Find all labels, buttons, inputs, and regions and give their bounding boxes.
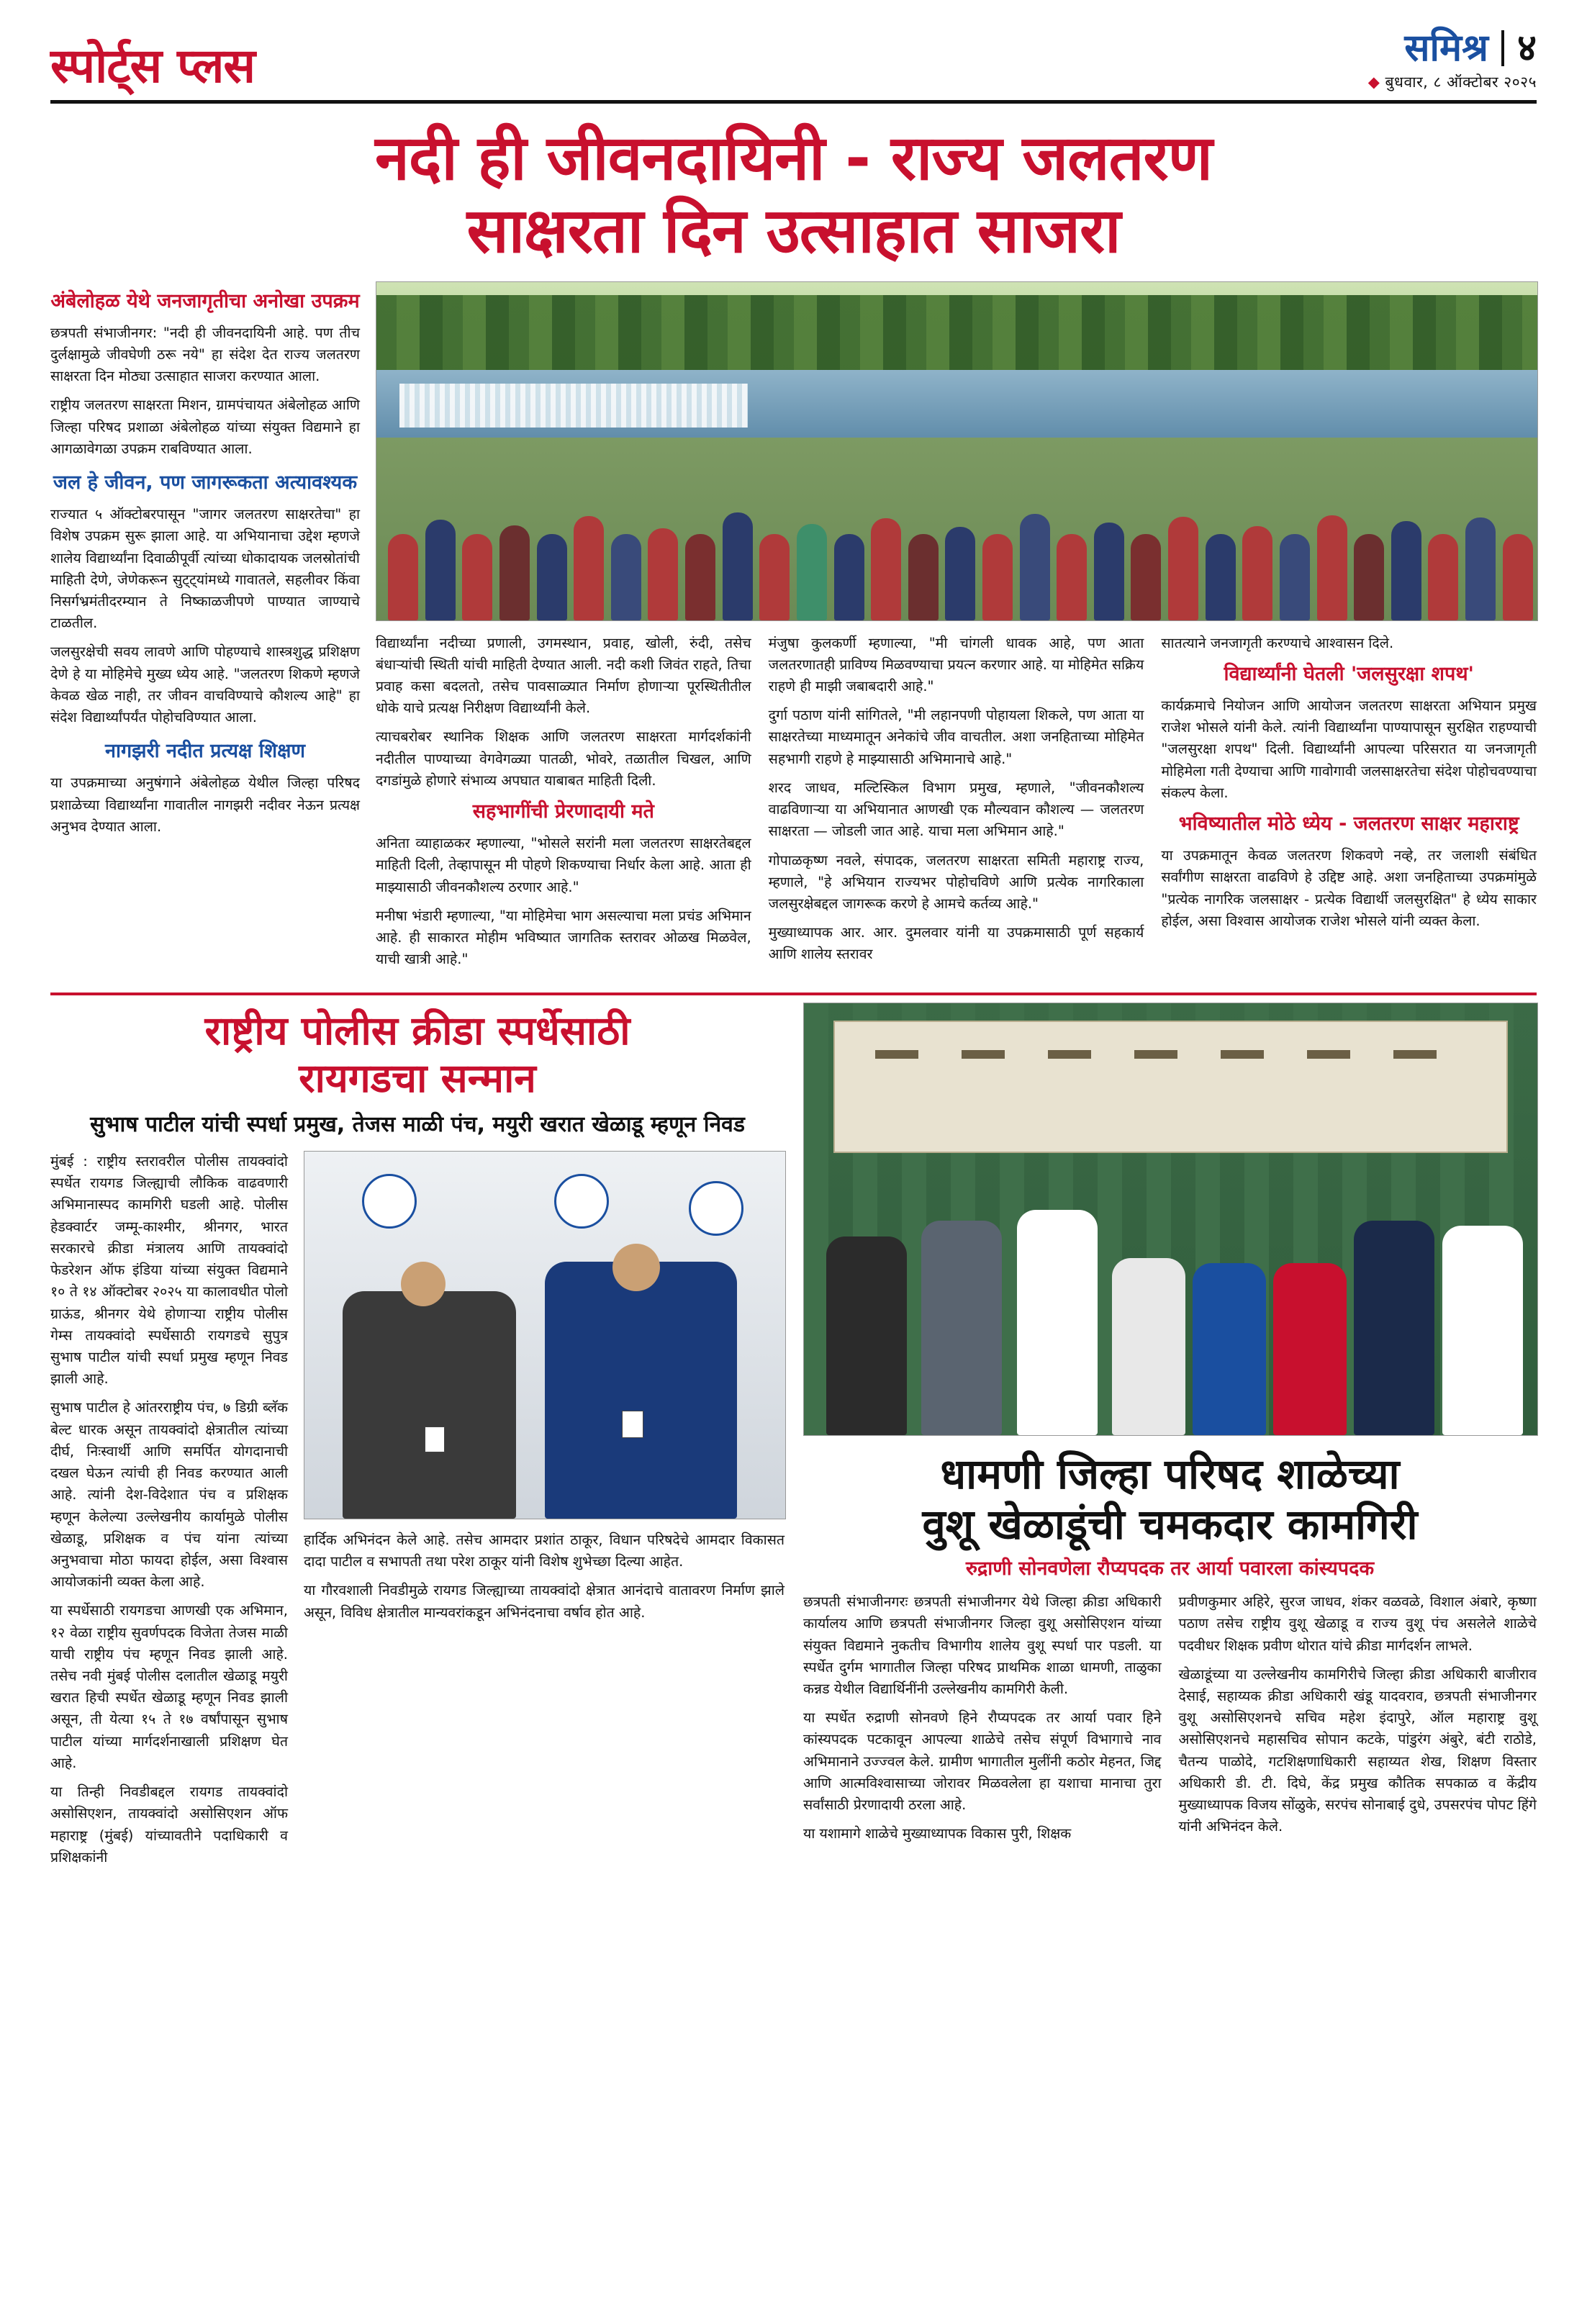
olympic-rings-icon: [689, 1181, 743, 1236]
story-police-headline-line1: राष्ट्रीय पोलीस क्रीडा स्पर्धेसाठी: [204, 1007, 630, 1054]
brand-divider: [1501, 30, 1504, 66]
paragraph: विद्यार्थ्यांना नदीच्या प्रणाली, उगमस्थान, प्रवाह, खोली, रुंदी, तसेच बंधाऱ्यांची स्थिती यांची माहिती देण्यात आली. नदी कशी जिवंत राहते, तिचा प्रवाह कसा बदलतो, तसेच पावसाळ्यात निर्माण होणाऱ्या पूरस्थितीतील धोके याचे प्रत्यक्ष निरीक्षण विद्यार्थ्यांनी केले.: [376, 634, 751, 717]
story-police-columns: [50, 1151, 785, 1876]
story-main-col4c-text: [1161, 845, 1537, 932]
photo-police-officials: [304, 1151, 786, 1519]
badge-01: [622, 1411, 643, 1438]
story-main-subhead-4: विद्यार्थ्यांनी घेतली 'जलसुरक्षा शपथ': [1224, 662, 1474, 685]
paragraph: दुर्गा पठाण यांनी सांगितले, "मी लहानपणी पोहायला शिकले, पण आता या साक्षरतेच्या माध्यमातून अनेकांचे जीव वाचतील. अशा जनहिताच्या मोहिमेत सहभागी राहणे हे माझ्यासाठी अभिमानाचे आहे.": [768, 707, 1144, 767]
photo-people-row: [804, 1167, 1537, 1435]
india-logo-icon: [554, 1174, 609, 1229]
story-wushu-column-1: [803, 1591, 1162, 1852]
brand-name: समिश्र: [1404, 27, 1488, 70]
story-main-column-3: [769, 633, 1144, 978]
story-police-headline-line2: रायगडचा सन्मान: [299, 1054, 536, 1101]
issue-date-text: बुधवार, ८ ऑक्टोबर २०२५: [1385, 73, 1537, 91]
story-main-col3-text: [769, 633, 1144, 966]
story-main-subhead-mid: सहभागींची प्रेरणादायी मते: [472, 800, 654, 823]
story-main-subhead-5: भविष्यातील मोठे ध्येय - जलतरण साक्षर महाराष्ट्र: [1178, 812, 1519, 835]
paragraph: या स्पर्धेत रुद्राणी सोनवणे हिने रौप्यपदक तर आर्या पवार हिने कांस्यपदक पटकावून आपल्या शाळेचे तसेच संपूर्ण विभागाचे नाव अभिमानाने उज्ज्वल केले. ग्रामीण भागातील मुलींनी कठोर मेहनत, जिद्द आणि आत्मविश्वासाच्या जोरावर मिळवलेला हा यशाचा मानाचा तुरा सर्वांसाठी प्रेरणादायी ठरला आहे.: [803, 1709, 1162, 1814]
story-police-column-1: [50, 1151, 288, 1876]
paragraph: छत्रपती संभाजीनगरः छत्रपती संभाजीनगर येथे जिल्हा क्रीडा अधिकारी कार्यालय आणि छत्रपती संभाजीनगर जिल्हा वुशू असोसिएशन यांच्या संयुक्त विद्यमाने नुकतीच विभागीय शालेय वुशू स्पर्धा पार पडली. या स्पर्धेत दुर्गम भागातील जिल्हा परिषद प्राथमिक शाळा धामणी, ताळुका कन्नड येथील विद्यार्थिनींनी उल्लेखनीय कामगिरी केली.: [803, 1593, 1162, 1697]
section-divider: [50, 993, 1537, 995]
story-main-subhead-left: अंबेलोहळ येथे जनजागृतीचा अनोखा उपक्रम: [50, 289, 360, 312]
paragraph: सातत्याने जनजागृती करण्याचे आश्वासन दिले.: [1161, 634, 1394, 651]
photo-waterfall: [399, 384, 748, 428]
person-left-head: [401, 1262, 446, 1306]
paragraph: सुभाष पाटील हे आंतरराष्ट्रीय पंच, ७ डिग्री ब्लॅक बेल्ट धारक असून तायक्वांदो क्षेत्रातील त्यांच्या दीर्घ, निःस्वार्थी आणि समर्पित योगदानाची दखल घेऊन त्यांची ही निवड करण्यात आली आहे. त्यांनी देश-विदेशात पंच व प्रशिक्षक म्हणून केलेल्या उल्लेखनीय कार्यामुळे पोलीस खेळाडू, प्रशिक्षक व पंच यांना त्यांच्या अनुभवाचा मोठा फायदा होईल, असा विश्वास आयोजकांनी व्यक्त केला आहे.: [50, 1399, 288, 1591]
person-right-head: [612, 1244, 660, 1291]
paragraph: जलसुरक्षेची सवय लावणे आणि पोहण्याचे शास्त्रशुद्ध प्रशिक्षण देणे हे या मोहिमेचे मुख्य ध्येय आहे. "जलतरण शिकणे म्हणजे केवळ खेळ नाही, तर जीवन वाचविण्याचे कौशल्य आहे" हा संदेश विद्यार्थ्यांपर्यंत पोहोचविण्यात आला.: [50, 643, 360, 726]
story-main-column-1: [50, 281, 360, 845]
brand-line: [1368, 29, 1537, 68]
india-logo-icon: [362, 1174, 417, 1229]
paragraph: अनिता व्याहाळकर म्हणाल्या, "भोसले सरांनी मला जलतरण साक्षरतेबद्दल माहिती दिली, तेव्हापासून मी पोहणे शिकण्याचा निर्धार केला आहे. आता ही माझ्यासाठी जीवनकौशल्य ठरणार आहे.": [376, 835, 751, 895]
story-police-deck: सुभाष पाटील यांची स्पर्धा प्रमुख, तेजस माळी पंच, मयुरी खरात खेळाडू म्हणून निवड: [90, 1111, 745, 1137]
event-banner: [833, 1021, 1509, 1153]
main-headline: [50, 122, 1537, 268]
paragraph: छत्रपती संभाजीनगर: "नदी ही जीवनदायिनी आहे. पण तीच दुर्लक्षामुळे जीवघेणी ठरू नये" हा संदेश देत राज्य जलतरण साक्षरता दिन मोठ्या उत्साहात साजरा करण्यात आला.: [50, 324, 360, 385]
paragraph: त्याचबरोबर स्थानिक शिक्षक आणि जलतरण साक्षरता मार्गदर्शकांनी नदीतील पाण्याच्या वेगवेगळ्या पातळी, भोवरे, तळातील चिखल, आणि दगडांमुळे होणारे संभाव्य अपघात याबाबत माहिती दिली.: [376, 728, 751, 789]
story-police-column-2: [304, 1151, 785, 1876]
issue-date: [1368, 74, 1537, 90]
masthead: [50, 29, 1537, 104]
photo-river-group: [376, 281, 1538, 621]
story-wushu: [803, 1003, 1537, 1853]
story-wushu-deck: रुद्राणी सोनवणेला रौप्यपदक तर आर्या पवारला कांस्यपदक: [965, 1557, 1375, 1581]
story-main-col4-text: [1161, 633, 1537, 654]
story-main-col1-text: [50, 322, 360, 460]
paragraph: मुख्याध्यापक आर. आर. दुमलवार यांनी या उपक्रमासाठी पूर्ण सहकार्य आणि शालेय स्तरावर: [768, 924, 1144, 963]
paragraph: खेळाडूंच्या या उल्लेखनीय कामगिरीचे जिल्हा क्रीडा अधिकारी बाजीराव देसाई, सहाय्यक क्रीडा अधिकारी खंडू यादवराव, छत्रपती संभाजीनगर वुशू असोसिएशनचे सचिव महेश इंदापुरे, ऑल महाराष्ट्र वुशू असोसिएशनचे महासचिव सोपान कटके, पांडुरंग अंबुरे, बंटी राठोडे, चैतन्य पाळोदे, गटशिक्षणाधिकारी सहाय्यत शेख, शिक्षण विस्तार अधिकारी डी. टी. दिघे, केंद्र प्रमुख कौतिक सपकाळ व केंद्रीय मुख्याध्यापक विजय सोंळुके, सरपंच सोनाबाई दुधे, उपसरपंच पोपट हिंगे यांनी अभिनंदन केले.: [1178, 1665, 1537, 1835]
story-main-col2b-text: [376, 833, 751, 970]
story-wushu-headline: [803, 1449, 1537, 1551]
story-wushu-columns: [803, 1591, 1537, 1852]
story-police-col2-text: [304, 1529, 785, 1624]
photo-wushu-team: [803, 1003, 1538, 1436]
person-left: [343, 1291, 515, 1519]
section-title: स्पोर्ट्स प्लस: [50, 37, 255, 94]
story-main: [50, 281, 1537, 978]
paragraph: हार्दिक अभिनंदन केले आहे. तसेच आमदार प्रशांत ठाकूर, विधान परिषदेचे आमदार विकासत दादा पाटील व सभापती तथा परेश ठाकूर यांनी विशेष शुभेच्छा दिल्या आहेत.: [304, 1532, 785, 1570]
photo-student-group: [376, 444, 1537, 620]
paragraph: या गौरवशाली निवडीमुळे रायगड जिल्ह्याच्या तायक्वांदो क्षेत्रात आनंदाचे वातावरण निर्माण झाले असून, विविध क्षेत्रातील मान्यवरांकडून अभिनंदनाचा वर्षाव होत आहे.: [304, 1582, 785, 1621]
badge-21: [425, 1426, 445, 1452]
story-main-subhead-blue-2: नागझरी नदीत प्रत्यक्ष शिक्षण: [105, 740, 305, 763]
paragraph: गोपाळकृष्ण नवले, संपादक, जलतरण साक्षरता समिती महाराष्ट्र राज्य, म्हणाले, "हे अभियान राज्यभर पोहोचविणे आणि प्रत्येक नागरिकाला जलसुरक्षेबद्दल जागरूक करणे हे आमचे कर्तव्य आहे.": [768, 851, 1144, 912]
story-main-col2-text: [376, 633, 751, 792]
paragraph: या उपक्रमातून केवळ जलतरण शिकवणे नव्हे, तर जलाशी संबंधित सर्वांगीण साक्षरता वाढविणे हे उद्दिष्ट आहे. अशा जनहिताच्या उपक्रमांमुळे "प्रत्येक नागरिक जलसाक्षर - प्रत्येक विद्यार्थी जलसुरक्षित" हे ध्येय साकार होईल, असा विश्वास आयोजक राजेश भोसले यांनी व्यक्त केला.: [1161, 847, 1537, 929]
story-wushu-col1-text: [803, 1591, 1162, 1845]
story-wushu-headline-line1: धामणी जिल्हा परिषद शाळेच्या: [940, 1449, 1400, 1498]
masthead-right: [1368, 29, 1537, 90]
story-wushu-col2-text: [1179, 1591, 1537, 1837]
story-main-subhead-blue-1: जल हे जीवन, पण जागरूकता अत्यावश्यक: [53, 471, 358, 494]
story-main-column-2: [376, 633, 751, 978]
story-police-headline: [50, 1007, 785, 1102]
story-main-column-4: [1161, 633, 1537, 978]
paragraph: प्रवीणकुमार अहिरे, सुरज जाधव, शंकर वळवळे, विशाल अंबारे, कृष्णा पठाण तसेच राष्ट्रीय वुशू खेळाडू व राज्य वुशू पंच असलेले शाळेचे पदवीधर शिक्षक प्रवीण थोरात यांचे क्रीडा मार्गदर्शन लाभले.: [1178, 1593, 1537, 1654]
paragraph: मुंबई : राष्ट्रीय स्तरावरील पोलीस तायक्वांदो स्पर्धेत रायगड जिल्ह्याची लौकिक वाढवणारी अभिमानास्पद कामगिरी घडली आहे. पोलीस हेडक्वार्टर जम्मू-काश्मीर, श्रीनगर, भारत सरकारचे क्रीडा मंत्रालय आणि तायक्वांदो फेडरेशन ऑफ इंडिया यांच्या संयुक्त विद्यमाने १० ते १४ ऑक्टोबर २०२५ या कालावधीत पोलो ग्राऊंड, श्रीनगर येथे होणाऱ्या राष्ट्रीय पोलीस गेम्स तायक्वांदो स्पर्धेसाठी रायगडचे सुपुत्र सुभाष पाटील यांची स्पर्धा प्रमुख म्हणून निवड झाली आहे.: [50, 1153, 288, 1388]
main-headline-line2: साक्षरता दिन उत्साहात साजरा: [466, 195, 1121, 268]
paragraph: या स्पर्धेसाठी रायगडचा आणखी एक अभिमान, १२ वेळा राष्ट्रीय सुवर्णपदक विजेता तेजस माळी याची राष्ट्रीय पंच म्हणून निवड झाली आहे. तसेच नवी मुंबई पोलीस दलातील खेळाडू मयुरी खरात हिची स्पर्धेत खेळाडू म्हणून निवड झाली असून, ती येत्या १५ ते १७ वर्षांपासून सुभाष पाटील यांच्या मार्गदर्शनाखाली प्रशिक्षण घेत आहे.: [50, 1602, 288, 1771]
story-main-col1b-text: [50, 504, 360, 728]
paragraph: मंजुषा कुलकर्णी म्हणाल्या, "मी चांगली धावक आहे, पण आता जलतरणातही प्राविण्य मिळवण्याचा प्रयत्न करणार आहे. या मोहिमेत सक्रिय राहणे ही माझी जबाबदारी आहे.": [768, 634, 1144, 695]
page-number: ४: [1516, 27, 1537, 70]
person-right: [545, 1262, 737, 1519]
main-headline-line1: नदी ही जीवनदायिनी - राज्य जलतरण: [375, 122, 1212, 194]
paragraph: शरद जाधव, मल्टिस्किल विभाग प्रमुख, म्हणाले, "जीवनकौशल्य वाढविणाऱ्या या अभियानात आणखी एक मौल्यवान कौशल्य — जलतरण साक्षरता — जोडली जात आहे. याचा मला अभिमान आहे.": [768, 779, 1144, 840]
paragraph: मनीषा भंडारी म्हणाल्या, "या मोहिमेचा भाग असल्याचा मला प्रचंड अभिमान आहे. ही साकारत मोहीम भविष्यात जागतिक स्तरावर ओळख मिळवेल, याची खात्री आहे.": [376, 907, 751, 968]
story-main-right: [376, 281, 1537, 978]
paragraph: राज्यात ५ ऑक्टोबरपासून "जागर जलतरण साक्षरतेचा" हा विशेष उपक्रम सुरू झाला आहे. या अभियानाचा उद्देश म्हणजे शालेय विद्यार्थ्यांना दिवाळीपूर्वी त्यांच्या धोकादायक जलस्रोतांची माहिती देणे, जेणेकरून सुट्ट्यांमध्ये गावातले, सहलीवर किंवा निसर्गभ्रमंतीदरम्यान ते निष्काळजीपणे पाण्यात जाण्याचे टाळतील.: [50, 506, 360, 632]
paragraph: राष्ट्रीय जलतरण साक्षरता मिशन, ग्रामपंचायत अंबेलोहळ आणि जिल्हा परिषद प्रशाळा अंबेलोहळ यांच्या संयुक्त विद्यमाने हा आगळावेगळा उपक्रम राबविण्यात आला.: [50, 397, 360, 457]
story-main-col1c-text: [50, 772, 360, 838]
story-wushu-headline-line2: वुशू खेळाडूंची चमकदार कामगिरी: [922, 1500, 1418, 1550]
story-police-col1-text: [50, 1151, 288, 1868]
paragraph: या यशामागे शाळेचे मुख्याध्यापक विकास पुरी, शिक्षक: [803, 1825, 1072, 1843]
story-police: [50, 1003, 785, 1876]
story-main-body-columns: [376, 633, 1537, 978]
story-main-col4b-text: [1161, 695, 1537, 804]
paragraph: या उपक्रमाच्या अनुषंगाने अंबेलोहळ येथील जिल्हा परिषद प्रशाळेच्या विद्यार्थ्यांना गावातील नागझरी नदीवर नेऊन प्रत्यक्ष अनुभव देण्यात आला.: [50, 774, 360, 835]
bottom-section: [50, 1003, 1537, 1876]
photo-trees: [376, 295, 1537, 376]
story-wushu-column-2: [1179, 1591, 1537, 1852]
paragraph: कार्यक्रमाचे नियोजन आणि आयोजन जलतरण साक्षरता अभियान प्रमुख राजेश भोसले यांनी केले. त्यांनी विद्यार्थ्यांना पाण्यापासून सुरक्षित राहण्याची "जलसुरक्षा शपथ" दिली. विद्यार्थ्यांनी आपल्या परिसरात या जनजागृती मोहिमेला गती देण्याचा आणि गावोगावी जलसाक्षरतेचा संदेश पोहोचवण्याचा संकल्प केला.: [1161, 697, 1537, 801]
paragraph: या तिन्ही निवडीबद्दल रायगड तायक्वांदो असोसिएशन, तायक्वांदो असोसिएशन ऑफ महाराष्ट्र (मुंबई) यांच्यावतीने पदाधिकारी व प्रशिक्षकांनी: [50, 1783, 288, 1866]
date-mark-icon: ◆: [1367, 73, 1380, 91]
